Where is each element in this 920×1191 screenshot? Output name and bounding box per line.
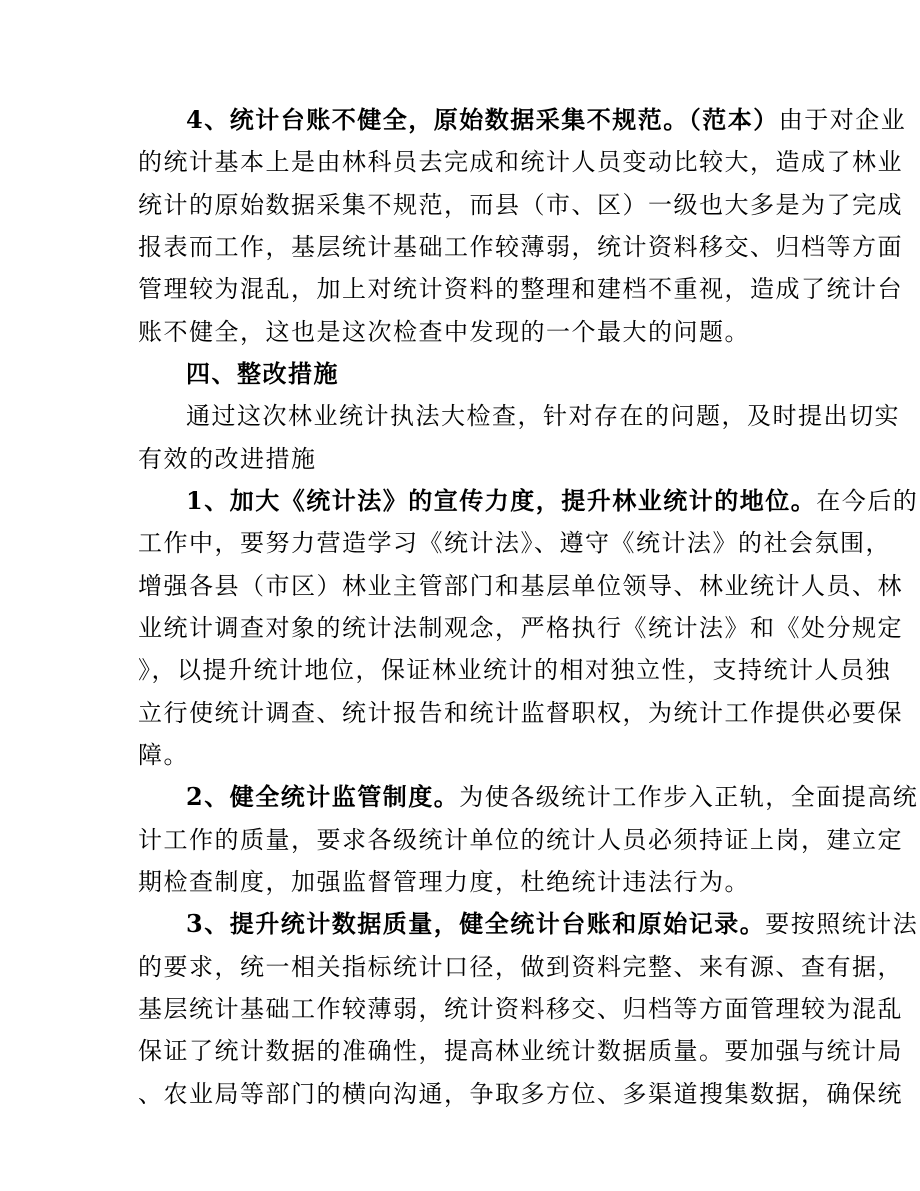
text-line-15: 立行使统计调查、统计报告和统计监督职权，为统计工作提供必要保: [138, 699, 903, 727]
text-line-3: 统计的原始数据采集不规范，而县（市、区）一级也大多是为了完成: [138, 191, 903, 219]
text-line-24: 、农业局等部门的横向沟通，争取多方位、多渠道搜集数据，确保统: [138, 1080, 903, 1108]
text-line-19: 期检查制度，加强监督管理力度，杜绝统计违法行为。: [138, 868, 750, 896]
text-line-18: 计工作的质量，要求各级统计单位的统计人员必须持证上岗，建立定: [138, 826, 903, 854]
text-line-13: 业统计调查对象的统计法制观念，严格执行《统计法》和《处分规定: [138, 614, 903, 642]
text-line-1: 4、统计台账不健全，原始数据采集不规范。（范本）由于对企业: [186, 105, 907, 134]
text-line-21: 的要求，统一相关指标统计口径，做到资料完整、来有源、查有据，: [138, 953, 903, 981]
text-line-6: 账不健全，这也是这次检查中发现的一个最大的问题。: [138, 318, 750, 346]
text-line-22: 基层统计基础工作较薄弱，统计资料移交、归档等方面管理较为混乱: [138, 995, 903, 1023]
text-line-11: 工作中，要努力营造学习《统计法》、遵守《统计法》的社会氛围，: [138, 529, 891, 557]
text-line-8: 通过这次林业统计执法大检查，针对存在的问题，及时提出切实: [186, 402, 900, 430]
section-heading: 四、整改措施: [186, 359, 339, 388]
text-line-23: 保证了统计数据的准确性，提高林业统计数据质量。要加强与统计局: [138, 1037, 903, 1065]
text-line-17: 2、健全统计监管制度。为使各级统计工作步入正轨，全面提高统: [186, 782, 919, 811]
text-line-9: 有效的改进措施: [138, 445, 317, 473]
text-line-20: 3、提升统计数据质量，健全统计台账和原始记录。要按照统计法: [186, 909, 919, 938]
text-line-12: 增强各县（市区）林业主管部门和基层单位领导、林业统计人员、林: [138, 572, 903, 600]
text-line-14: 》，以提升统计地位，保证林业统计的相对独立性，支持统计人员独: [138, 656, 891, 684]
text-line-5: 管理较为混乱，加上对统计资料的整理和建档不重视，造成了统计台: [138, 275, 903, 303]
text-line-4: 报表而工作，基层统计基础工作较薄弱，统计资料移交、归档等方面: [138, 233, 903, 261]
text-line-10: 1、加大《统计法》的宣传力度，提升林业统计的地位。在今后的: [186, 486, 919, 515]
text-line-2: 的统计基本上是由林科员去完成和统计人员变动比较大，造成了林业: [138, 148, 903, 176]
text-line-16: 障。: [138, 741, 189, 769]
